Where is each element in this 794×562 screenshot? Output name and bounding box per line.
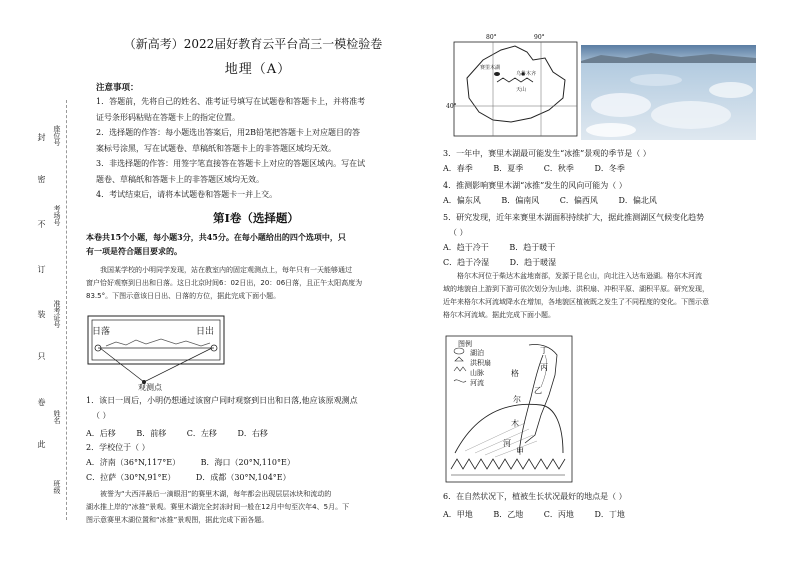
map-label-er: 尔 [513,395,521,404]
q2-option-b[interactable]: B．海口（20°N,110°E） [200,458,295,467]
q6-stem: 6．在自然状况下，植被生长状况最好的地点是（ ） [443,492,627,501]
q5-option-a[interactable]: A．趋于冷干 [443,243,489,252]
map-label-mu: 木 [511,419,519,428]
section-intro-line: 本卷共15个小题，每小题3分，共45分。在每小题给出的四个选项中，只 [86,232,346,242]
golmud-river-map [445,335,573,483]
cut-label-7: 卷 [37,398,46,406]
map-point-bing: 丙 [540,363,548,372]
legend-fan: 洪积扇 [470,359,491,367]
sunset-label: 日落 [92,327,111,337]
cut-label-3: 不 [37,220,46,228]
exam-title: （新高考）2022届好教育云平台高三一模检验卷 [123,37,383,51]
para2-line: 图示意赛里木湖位置和“冰推”景观图，据此完成下面各题。 [86,516,269,524]
section-intro-line: 有一项是符合题目要求的。 [86,246,182,256]
field-room: 考场号 [53,205,61,226]
ice-push-photo [581,45,756,140]
q2-option-d[interactable]: D．成都（30°N,104°E） [195,473,291,482]
map-label-tianshan: 天山 [516,87,527,93]
notice-line: 4．考试结束后，请将本试题卷和答题卡一并上交。 [96,190,278,199]
legend-title: 图例 [458,340,472,348]
q6-option-b[interactable]: B．乙地 [493,510,524,519]
q4-option-c[interactable]: C．偏西风 [559,196,598,205]
q4-option-d[interactable]: D．偏北风 [618,196,657,205]
map-label-urumqi: 乌鲁木齐 [516,71,537,77]
exam-subject: 地理（A） [224,62,292,77]
cut-label-1: 封 [37,133,46,141]
notice-heading: 注意事项： [96,83,139,93]
para3-line: 格尔木河流域。据此完成下面小题。 [443,311,555,319]
q4-option-b[interactable]: B．偏南风 [501,196,540,205]
field-name: 姓名 [53,410,61,424]
q1-option-a[interactable]: A．后移 [86,429,116,438]
q6-option-d[interactable]: D．丁地 [594,510,625,519]
q2-stem: 2．学校位于（ ） [86,443,150,452]
cut-label-4: 订 [37,265,46,273]
notice-line: 2．选择题的作答：每小题选出答案后，用2B铅笔把答题卡上对应题目的答 [96,128,361,137]
q1-stem-blank: （ ） [92,411,111,420]
para1-line: 我国某学校的小明同学发现，站在教室内的固定观测点上，每年只有一天能够通过 [100,266,352,274]
map-point-yi: 乙 [534,386,542,395]
q5-option-d[interactable]: D．趋于暖湿 [509,258,557,267]
map-point-ding: 丁 [540,346,548,355]
map-label-ge: 格 [511,369,519,378]
notice-line: 1．答题前，先将自己的姓名、准考证号填写在试题卷和答题卡上，并将准考 [96,97,366,106]
field-class: 班级 [53,480,61,494]
para2-line: 被誉为“大西洋最后一滴眼泪”的赛里木湖，每年都会出现层层冰块和流动的 [100,490,332,498]
q3-option-a[interactable]: A．春季 [443,164,473,173]
q4-stem: 4．推测影响赛里木湖“冰推”发生的风向可能为（ ） [443,181,627,190]
q6-option-c[interactable]: C．丙地 [543,510,574,519]
q1-option-d[interactable]: D．右移 [237,429,268,438]
q1-option-c[interactable]: C．左移 [186,429,217,438]
map-point-jia: 甲 [516,447,524,456]
q3-stem: 3．一年中，赛里木湖最可能发生“冰推”景观的季节是（ ） [443,149,651,158]
q1-option-b[interactable]: B．前移 [136,429,167,438]
para3-line: 格尔木河位于柴达木盆地南部，发源于昆仑山，向北注入达布逊湖。格尔木河流 [457,272,702,280]
q5-stem: 5．研究发现，近年来赛里木湖面积持续扩大，据此推测湖区气候变化趋势 [443,213,705,222]
legend-lake: 湖泊 [470,349,484,357]
notice-line: 案标号涂黑，写在试题卷、草稿纸和答题卡上的非答题区域均无效。 [96,143,336,153]
notice-line: 3．非选择题的作答：用签字笔直接答在答题卡上对应的答题区域内。写在试 [96,159,366,168]
q1-stem: 1．该日一周后，小明仍想通过该窗户同时观察到日出和日落,他应该原观测点 [86,396,358,405]
q2-option-c[interactable]: C．拉萨（30°N,91°E） [86,473,176,482]
q2-option-a[interactable]: A．济南（36°N,117°E） [86,458,181,467]
q5-option-c[interactable]: C．趋于冷湿 [443,258,490,267]
cut-label-2: 密 [37,175,46,183]
cut-label-8: 此 [37,440,46,448]
q3-option-b[interactable]: B．夏季 [493,164,524,173]
sunrise-label: 日出 [196,327,215,337]
map-label-he: 河 [503,439,511,448]
cut-label-5: 装 [37,310,46,318]
section-title: 第Ⅰ卷（选择题） [213,211,299,225]
para2-line: 湖水推上岸的“冰推”景观。赛里木湖完全封冻时间一般在12月中旬至次年4、5月。下 [86,503,350,511]
binding-line [66,100,67,520]
para3-line: 近年来格尔木河流域降水在增加，各地貌区植被既之发生了不同程度的变化。下图示意 [443,298,709,306]
q5-stem-blank: （ ） [449,228,468,237]
legend-mountain: 山脉 [470,369,484,377]
legend-river: 河流 [470,379,484,387]
para1-line: 83.5°。下图示意该日日出、日落的方位，据此完成下面小题。 [86,292,281,300]
observation-point-label: 观测点 [138,383,162,392]
para1-line: 窗户恰好观察到日出和日落。这日北京时间6：02日出，20：06日落，且正午太阳高度为 [86,279,363,287]
map-lon-90: 90° [534,34,545,41]
q6-option-a[interactable]: A．甲地 [443,510,473,519]
q4-option-a[interactable]: A．偏东风 [443,196,481,205]
q3-option-c[interactable]: C．秋季 [543,164,574,173]
field-seat: 座位号 [53,125,61,146]
cut-label-6: 只 [37,352,46,360]
q3-option-d[interactable]: D．冬季 [594,164,625,173]
notice-line: 题卷、草稿纸和答题卡上的非答题区域均无效。 [96,174,264,184]
map-lat-40: 40° [446,103,457,110]
notice-line: 证号条形码粘贴在答题卡上的指定位置。 [96,112,240,122]
map-label-lake: 赛里木湖 [480,65,501,71]
q5-option-b[interactable]: B．趋于暖干 [509,243,556,252]
field-id: 准考证号 [53,300,61,328]
para3-line: 域的地貌自上游到下游可依次划分为山地、洪积扇、冲积平原、湖积平原。研究发现， [443,285,709,293]
map-lon-80: 80° [486,34,497,41]
